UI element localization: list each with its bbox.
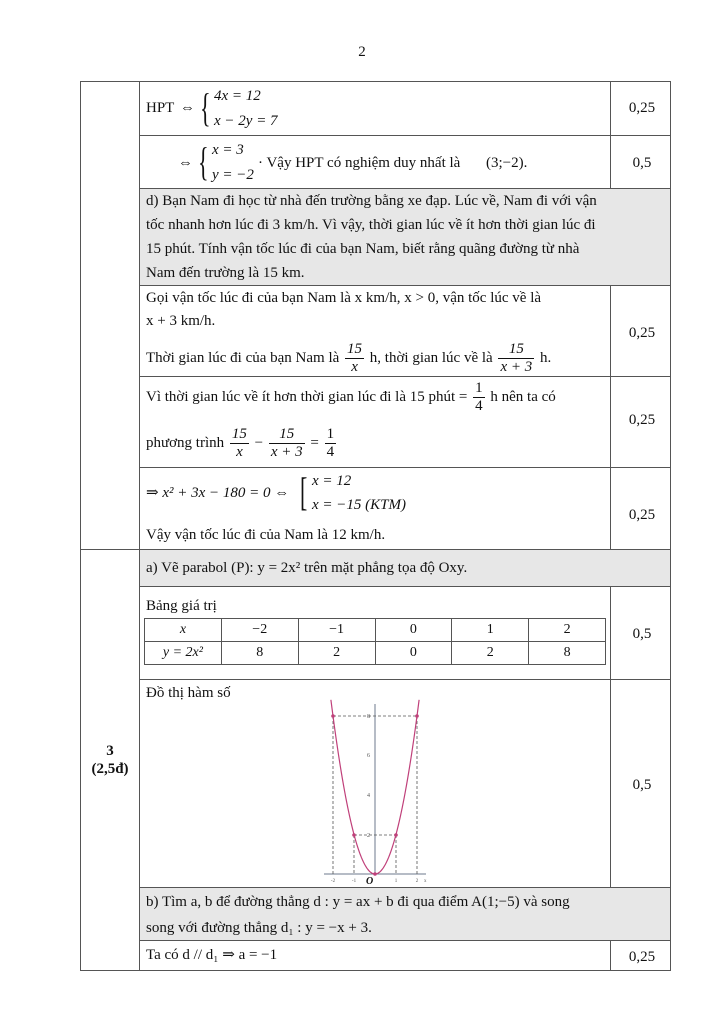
table-row [145,642,606,665]
point-1-2 [394,833,398,837]
value-table-cell [139,586,611,680]
point-2-8 [415,714,419,718]
equivalence-arrow: ⇔ [178,155,193,171]
question-column-empty [80,81,140,550]
y-tick-label: 6 [367,753,370,759]
table-cell: 1 [452,619,529,642]
d2-line-2 [146,423,338,463]
problem-d-line-4: Nam đến trường là 15 km. [146,265,305,281]
x-tick-label: -1 [351,879,357,884]
d3-score: 0,25 [628,507,656,523]
system-brace: { [200,85,211,130]
score-cell [610,376,671,468]
d1-line-1: Gọi vận tốc lúc đi của bạn Nam là x km/h, x > 0, vận tốc lúc về là [146,290,542,306]
part-a-text: a) Vẽ parabol (P): y = 2x² trên mặt phẳng tọa độ Oxy. [146,560,468,576]
problem-d-line-1: d) Bạn Nam đi học từ nhà đến trường bằng xe đạp. Lúc về, Nam đi với vận [146,193,597,209]
question-3-cell [80,549,140,971]
equals-sign: = [310,435,319,451]
part-b-line-1: b) Tìm a, b để đường thẳng d : y = ax + b đi qua điểm A(1;−5) và song [146,894,570,910]
table-cell: 2 [298,642,375,665]
score-cell [610,467,671,550]
hpt-label: HPT [146,100,175,116]
hpt-row-2 [139,135,611,189]
table-cell: y = 2x² [145,642,222,665]
graph-score: 0,5 [632,777,652,793]
y-tick-label: 4 [367,793,370,799]
equivalence-arrow: ⇔ [180,100,195,116]
d1-score: 0,25 [628,325,656,341]
page-number: 2 [358,44,366,60]
table-cell: x [145,619,222,642]
d3-equation: ⇒ x² + 3x − 180 = 0 ⇔ [146,485,290,501]
score-cell [610,679,671,888]
table-cell: 2 [452,642,529,665]
fraction [345,341,364,376]
problem-d-line-2: tốc nhanh hơn lúc đi 3 km/h. Vì vậy, thời gian lúc về ít hơn thời gian lúc đi [146,217,596,233]
table-cell: −2 [221,619,298,642]
point-neg2-8 [331,714,335,718]
point-origin [373,872,377,876]
graph-title: Đồ thị hàm số [146,685,231,701]
d1-text-c: h. [539,350,552,366]
d2-text-equation-label: phương trình [146,435,225,451]
score-cell [610,586,671,680]
answer-b-step-1 [139,940,611,971]
score-cell [610,940,671,971]
d1-line-3 [146,338,551,378]
problem-d-statement [139,188,671,286]
system-brace: { [198,139,209,184]
hpt1-score: 0,25 [628,100,656,116]
value-table [144,618,606,665]
point-neg1-2 [352,833,356,837]
numerator: 15 [269,426,305,444]
fraction [269,426,305,461]
x-axis-label: x [424,879,427,884]
d3-case-2: x = −15 (KTM) [312,497,406,513]
numerator: 1 [475,380,483,397]
d1-line-2: x + 3 km/h. [146,313,216,329]
part-a-statement [139,549,671,587]
denominator: x [351,359,358,376]
hpt2-score: 0,5 [632,155,652,171]
graph-cell [139,679,611,888]
d1-text-a: Thời gian lúc đi của bạn Nam là [146,350,340,366]
y-tick-label: 2 [367,833,370,839]
value-table-title: Bảng giá trị [146,598,217,614]
denominator: 4 [326,444,335,461]
score-cell [610,285,671,377]
parabola-graph [320,698,430,886]
origin-label: O [366,876,374,886]
fraction [498,341,534,376]
answer-d-step-3 [139,467,611,550]
table-cell: 0 [375,619,452,642]
denominator: x + 3 [500,359,533,376]
answer-d-step-1 [139,285,611,377]
numerator: 1 [326,426,335,443]
d3-conclusion: Vậy vận tốc lúc đi của Nam là 12 km/h. [146,527,386,543]
hpt-row-1 [139,81,611,136]
fraction [325,426,337,461]
hpt2-eq1: x = 3 [212,142,244,158]
table-score: 0,5 [632,626,652,642]
numerator: 15 [347,341,363,358]
fraction [473,380,485,415]
y-tick-label: 8 [367,714,370,720]
table-cell: 8 [529,642,606,665]
hpt1-eq2: x − 2y = 7 [214,113,278,129]
d1-text-b: h, thời gian lúc về là [369,350,493,366]
hpt2-solution: (3;−2). [486,155,528,171]
denominator: 4 [475,398,483,415]
d3-case-1: x = 12 [312,473,352,489]
hpt2-conclusion: · Vậy HPT có nghiệm duy nhất là [258,155,461,171]
case-brace: [ [300,469,308,514]
table-cell: −1 [298,619,375,642]
part-b-line-2: song với đường thẳng d₁ : y = −x + 3. [146,920,372,936]
d2-score: 0,25 [628,412,656,428]
x-tick-label: 1 [394,879,398,884]
numerator: 15 [231,426,247,443]
problem-d-line-3: 15 phút. Tính vận tốc lúc đi của bạn Nam, biết rằng quãng đường từ nhà [146,241,580,257]
table-cell: 0 [375,642,452,665]
b1-text: Ta có d // d₁ ⇒ a = −1 [146,947,278,963]
score-cell [610,81,671,136]
denominator: x + 3 [270,444,303,461]
table-cell: 2 [529,619,606,642]
answer-table [80,81,671,971]
question-points: (2,5đ) [91,761,129,777]
d2-text-b: h nên ta có [490,389,556,405]
table-header-row [145,619,606,642]
part-b-statement [139,887,671,941]
question-number: 3 [106,743,114,759]
table-cell: 8 [221,642,298,665]
answer-d-step-2 [139,376,611,468]
numerator: 15 [498,341,534,359]
x-tick-label: -2 [330,879,336,884]
denominator: x [236,444,243,461]
minus-sign: − [254,435,264,451]
fraction [230,426,249,461]
b1-score: 0,25 [628,949,656,965]
d2-text-a: Vì thời gian lúc về ít hơn thời gian lúc đi là 15 phút = [146,389,468,405]
hpt1-eq1: 4x = 12 [214,88,261,104]
hpt2-eq2: y = −2 [212,167,254,183]
d2-line-1 [146,377,556,417]
x-tick-label: 2 [415,879,419,884]
score-cell [610,135,671,189]
